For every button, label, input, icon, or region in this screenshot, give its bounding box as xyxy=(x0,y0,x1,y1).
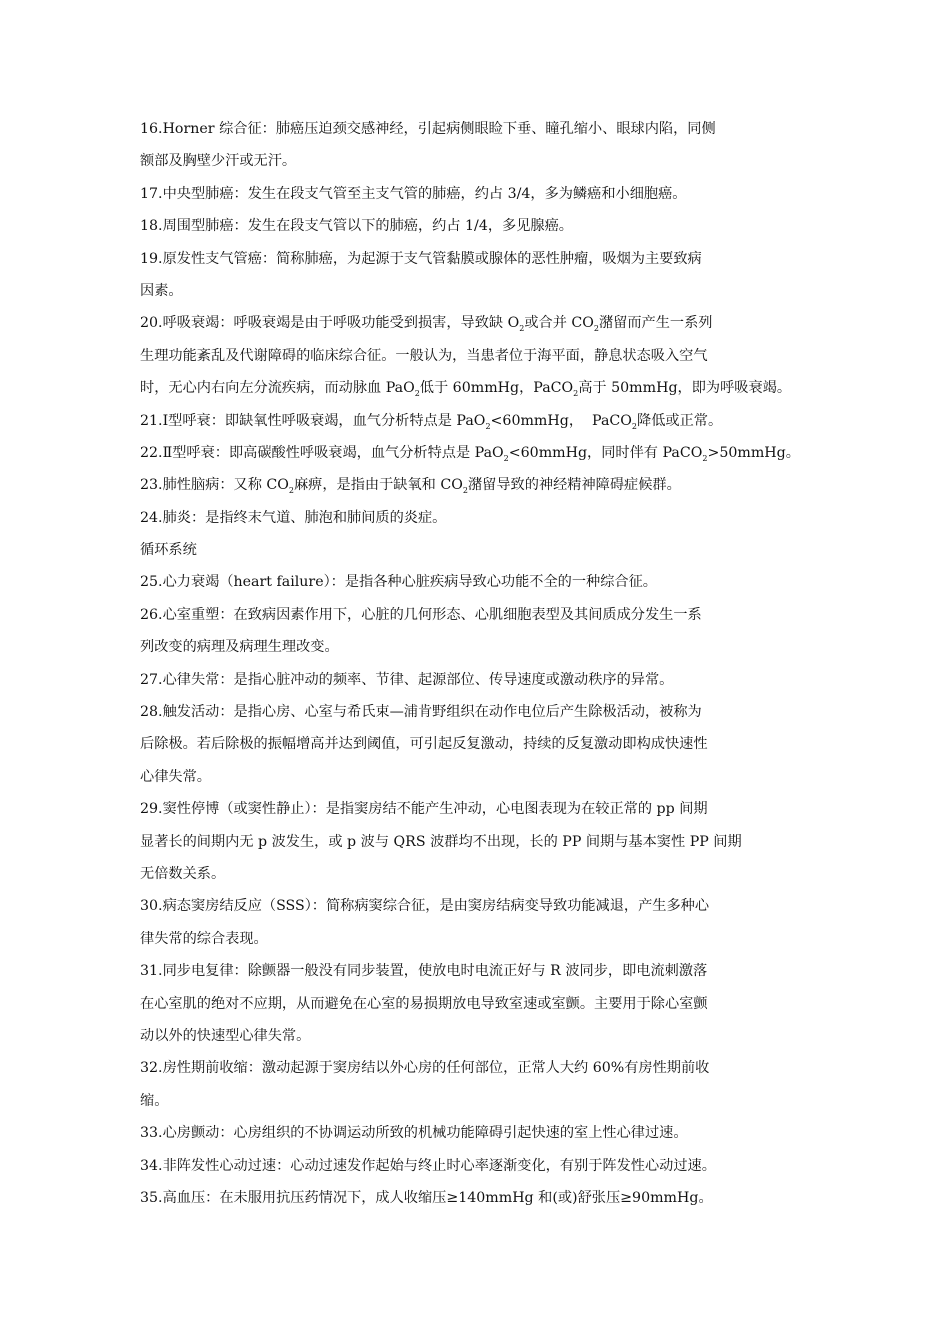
text-segment: 21.Ⅰ型呼衰：即缺氧性呼吸衰竭，血气分析特点是 PaO xyxy=(140,412,486,429)
text-segment: 19.原发性支气管癌：简称肺癌，为起源于支气管黏膜或腺体的恶性肿瘤，吸烟为主要致病 xyxy=(140,250,702,267)
text-segment: 麻痹，是指由于缺氧和 CO xyxy=(293,477,463,494)
text-line xyxy=(140,1182,810,1214)
text-line xyxy=(140,372,810,404)
text-segment: <60mmHg， PaCO xyxy=(490,412,632,429)
text-segment: 潴留导致的神经精神障碍症候群。 xyxy=(467,477,681,494)
text-segment: 显著长的间期内无 p 波发生，或 p 波与 QRS 波群均不出现，长的 PP 间期与基本窦性 PP 间期 xyxy=(140,833,742,850)
text-segment: 降低或正常。 xyxy=(637,412,723,429)
text-segment: 31.同步电复律：除颤器一般没有同步装置，使放电时电流正好与 R 波同步，即电流刺激落 xyxy=(140,963,708,980)
text-line xyxy=(140,145,810,177)
text-segment: 30.病态窦房结反应（SSS）：简称病窦综合征，是由窦房结病变导致功能减退，产生多种心 xyxy=(140,898,710,915)
text-segment: 26.心室重塑：在致病因素作用下，心脏的几何形态、心肌细胞表型及其间质成分发生一系 xyxy=(140,606,702,623)
text-segment: 后除极。若后除极的振幅增高并达到阈值，可引起反复激动，持续的反复激动即构成快速性 xyxy=(140,736,708,753)
text-line xyxy=(140,275,810,307)
text-segment: >50mmHg。 xyxy=(707,444,800,461)
text-segment: 缩。 xyxy=(140,1092,169,1109)
text-segment: <60mmHg，同时伴有 PaCO xyxy=(508,444,703,461)
subscript: 2 xyxy=(519,324,525,334)
text-segment: 25.心力衰竭（heart failure）：是指各种心脏疾病导致心功能不全的一种综合征。 xyxy=(140,574,657,591)
text-segment: 无倍数关系。 xyxy=(140,865,226,882)
document-body xyxy=(140,113,810,1214)
text-line xyxy=(140,210,810,242)
text-line xyxy=(140,890,810,922)
text-segment: 时，无心内右向左分流疾病，而动脉血 PaO xyxy=(140,380,415,397)
text-line xyxy=(140,405,810,437)
text-line xyxy=(140,793,810,825)
text-line xyxy=(140,988,810,1020)
text-segment: 34.非阵发性心动过速：心动过速发作起始与终止时心率逐渐变化，有别于阵发性心动过速。 xyxy=(140,1157,716,1174)
text-segment: 20.呼吸衰竭：呼吸衰竭是由于呼吸功能受到损害，导致缺 O xyxy=(140,315,520,332)
text-line xyxy=(140,1150,810,1182)
text-segment: 因素。 xyxy=(140,282,183,299)
text-line xyxy=(140,728,810,760)
subscript: 2 xyxy=(631,421,637,431)
text-line xyxy=(140,1020,810,1052)
text-line xyxy=(140,761,810,793)
text-line xyxy=(140,178,810,210)
text-line xyxy=(140,113,810,145)
text-segment: 24.肺炎：是指终末气道、肺泡和肺间质的炎症。 xyxy=(140,509,447,526)
subscript: 2 xyxy=(414,389,420,399)
text-segment: 循环系统 xyxy=(140,542,197,559)
text-line xyxy=(140,631,810,663)
text-line xyxy=(140,696,810,728)
subscript: 2 xyxy=(503,453,509,463)
text-segment: 32.房性期前收缩：激动起源于窦房结以外心房的任何部位，正常人大约 60%有房性期前收 xyxy=(140,1060,710,1077)
text-segment: 27.心律失常：是指心脏冲动的频率、节律、起源部位、传导速度或激动秩序的异常。 xyxy=(140,671,674,688)
text-line xyxy=(140,826,810,858)
text-segment: 或合并 CO xyxy=(524,315,594,332)
text-line xyxy=(140,566,810,598)
text-segment: 动以外的快速型心律失常。 xyxy=(140,1027,311,1044)
text-segment: 律失常的综合表现。 xyxy=(140,930,268,947)
text-segment: 16.Horner 综合征：肺癌压迫颈交感神经，引起病侧眼睑下垂、瞳孔缩小、眼球内陷，同侧 xyxy=(140,121,716,137)
text-segment: 29.窦性停博（或窦性静止）：是指窦房结不能产生冲动，心电图表现为在较正常的 pp 间期 xyxy=(140,801,708,818)
text-line xyxy=(140,243,810,275)
text-segment: 心律失常。 xyxy=(140,768,211,785)
text-segment: 低于 60mmHg，PaCO xyxy=(419,380,574,397)
text-segment: 潴留而产生一系列 xyxy=(598,315,713,332)
text-line xyxy=(140,923,810,955)
subscript: 2 xyxy=(462,486,468,496)
text-line xyxy=(140,858,810,890)
subscript: 2 xyxy=(702,453,708,463)
text-line xyxy=(140,534,810,566)
text-line xyxy=(140,1052,810,1084)
subscript: 2 xyxy=(288,486,294,496)
subscript: 2 xyxy=(573,389,579,399)
text-line xyxy=(140,502,810,534)
text-line xyxy=(140,664,810,696)
text-segment: 在心室肌的绝对不应期，从而避免在心室的易损期放电导致室速或室颤。主要用于除心室颤 xyxy=(140,995,708,1012)
text-line xyxy=(140,599,810,631)
text-line xyxy=(140,1085,810,1117)
text-line xyxy=(140,1117,810,1149)
text-segment: 额部及胸壁少汗或无汗。 xyxy=(140,153,297,170)
text-segment: 22.Ⅱ型呼衰：即高碳酸性呼吸衰竭，血气分析特点是 PaO xyxy=(140,444,504,461)
text-line xyxy=(140,469,810,501)
text-segment: 17.中央型肺癌：发生在段支气管至主支气管的肺癌，约占 3/4，多为鳞癌和小细胞癌。 xyxy=(140,185,687,202)
text-segment: 23.肺性脑病：又称 CO xyxy=(140,477,289,494)
text-line xyxy=(140,340,810,372)
text-segment: 列改变的病理及病理生理改变。 xyxy=(140,639,339,656)
subscript: 2 xyxy=(485,421,491,431)
text-segment: 高于 50mmHg，即为呼吸衰竭。 xyxy=(578,380,792,397)
text-line xyxy=(140,955,810,987)
text-segment: 28.触发活动：是指心房、心室与希氏束—浦肯野组织在动作电位后产生除极活动，被称为 xyxy=(140,704,702,721)
subscript: 2 xyxy=(593,324,599,334)
text-line xyxy=(140,437,810,469)
text-segment: 33.心房颤动：心房组织的不协调运动所致的机械功能障碍引起快速的室上性心律过速。 xyxy=(140,1125,688,1142)
text-segment: 18.周围型肺癌：发生在段支气管以下的肺癌，约占 1/4，多见腺癌。 xyxy=(140,218,573,235)
text-line xyxy=(140,307,810,339)
text-segment: 生理功能紊乱及代谢障碍的临床综合征。一般认为，当患者位于海平面，静息状态吸入空气 xyxy=(140,347,708,364)
text-segment: 35.高血压：在未服用抗压药情况下，成人收缩压≥140mmHg 和(或)舒张压≥90mmHg。 xyxy=(140,1189,713,1206)
